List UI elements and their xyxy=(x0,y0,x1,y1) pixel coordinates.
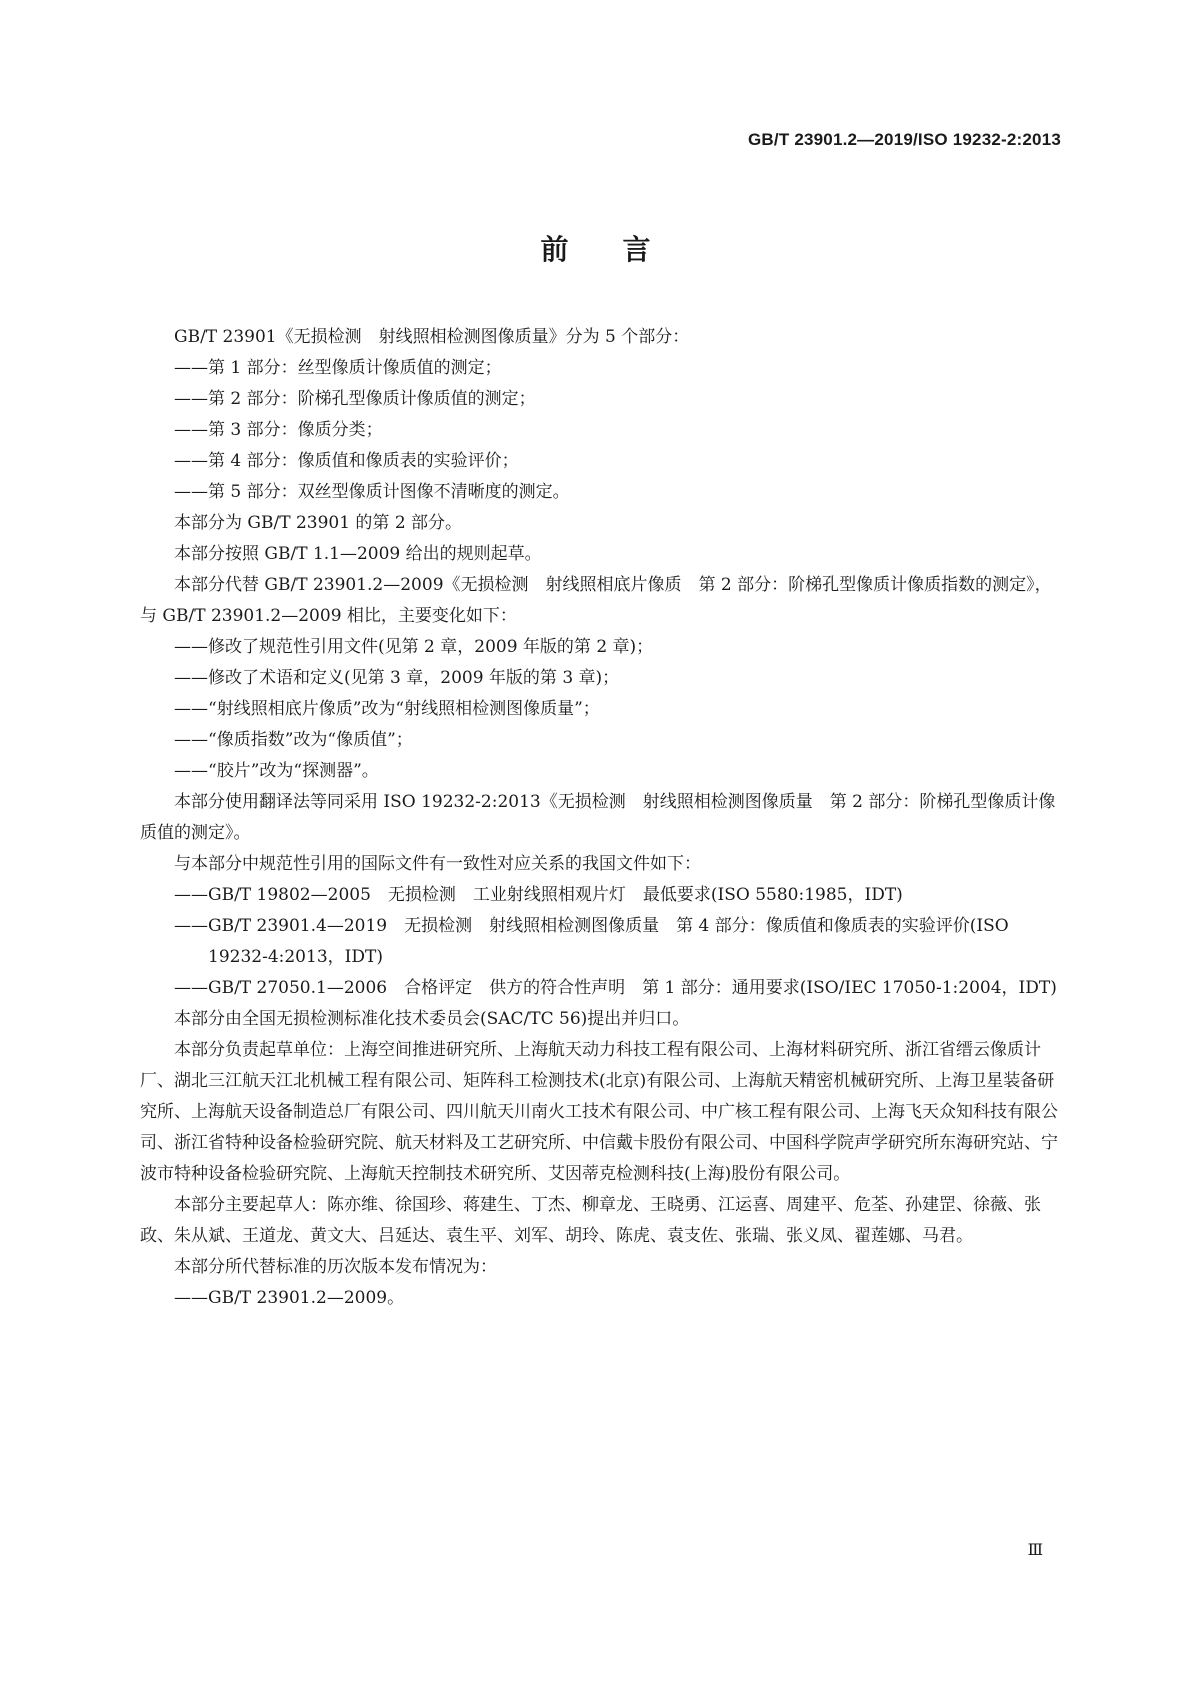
page-title: 前言 xyxy=(540,233,705,266)
list-item: ——“胶片”改为“探测器”。 xyxy=(174,761,379,781)
paragraph: 本部分按照 GB/T 1.1—2009 给出的规则起草。 xyxy=(174,544,542,564)
page-number: Ⅲ xyxy=(1027,1540,1043,1559)
standard-number: GB/T 23901.2—2019/ISO 19232-2:2013 xyxy=(748,130,1061,149)
list-item: ——修改了规范性引用文件(见第 2 章，2009 年版的第 2 章)； xyxy=(174,637,654,657)
list-item: ——GB/T 23901.4—2019 无损检测 射线照相检测图像质量 第 4 部分：像质值和像质表的实验评价(ISO 19232-4:2013，IDT) xyxy=(174,916,1009,967)
paragraph: 本部分为 GB/T 23901 的第 2 部分。 xyxy=(174,513,463,533)
list-item: ——“射线照相底片像质”改为“射线照相检测图像质量”； xyxy=(174,699,600,719)
paragraph: 本部分代替 GB/T 23901.2—2009《无损检测 射线照相底片像质 第 2 部分：阶梯孔型像质计像质指数的测定》，与 GB/T 23901.2—2009 相比，主要变化如下： xyxy=(140,575,1052,626)
list-item: ——“像质指数”改为“像质值”； xyxy=(174,730,413,750)
paragraph: 本部分由全国无损检测标准化技术委员会(SAC/TC 56)提出并归口。 xyxy=(174,1009,690,1029)
list-item: ——第 1 部分：丝型像质计像质值的测定； xyxy=(174,358,502,378)
paragraph: 本部分主要起草人：陈亦维、徐国珍、蒋建生、丁杰、柳章龙、王晓勇、江运喜、周建平、危荃、孙建罡、徐薇、张政、朱从斌、王道龙、黄文大、吕延达、袁生平、刘军、胡玲、陈虎、袁支佐、张瑞、张义凤、翟莲娜、马君。 xyxy=(140,1195,1041,1246)
list-item: ——第 3 部分：像质分类； xyxy=(174,420,383,440)
foreword-body xyxy=(140,322,1060,1314)
paragraph: 本部分所代替标准的历次版本发布情况为： xyxy=(174,1257,497,1277)
list-item: ——第 2 部分：阶梯孔型像质计像质值的测定； xyxy=(174,389,536,409)
paragraph: 本部分使用翻译法等同采用 ISO 19232-2:2013《无损检测 射线照相检测图像质量 第 2 部分：阶梯孔型像质计像质值的测定》。 xyxy=(140,792,1056,843)
list-item: ——第 5 部分：双丝型像质计图像不清晰度的测定。 xyxy=(174,482,570,502)
list-item: ——GB/T 23901.2—2009。 xyxy=(174,1288,405,1308)
paragraph: GB/T 23901《无损检测 射线照相检测图像质量》分为 5 个部分： xyxy=(174,327,690,347)
list-item: ——修改了术语和定义(见第 3 章，2009 年版的第 3 章)； xyxy=(174,668,620,688)
paragraph: 本部分负责起草单位：上海空间推进研究所、上海航天动力科技工程有限公司、上海材料研究所、浙江省缙云像质计厂、湖北三江航天江北机械工程有限公司、矩阵科工检测技术(北京)有限公司、上海航天精密机械研究所、上海卫星装备研究所、上海航天设备制造总厂有限公司、四川航天川南火工技术有限公司、中广核工程有限公司、上海飞天众知科技有限公司、浙江省特种设备检验研究院、航天材料及工艺研究所、中信戴卡股份有限公司、中国科学院声学研究所东海研究站、宁波市特种设备检验研究院、上海航天控制技术研究所、艾因蒂克检测科技(上海)股份有限公司。 xyxy=(140,1040,1058,1184)
list-item: ——GB/T 27050.1—2006 合格评定 供方的符合性声明 第 1 部分：通用要求(ISO/IEC 17050-1:2004，IDT) xyxy=(174,978,1057,998)
paragraph: 与本部分中规范性引用的国际文件有一致性对应关系的我国文件如下： xyxy=(174,854,701,874)
list-item: ——第 4 部分：像质值和像质表的实验评价； xyxy=(174,451,519,471)
list-item: ——GB/T 19802—2005 无损检测 工业射线照相观片灯 最低要求(ISO 5580:1985，IDT) xyxy=(174,885,903,905)
